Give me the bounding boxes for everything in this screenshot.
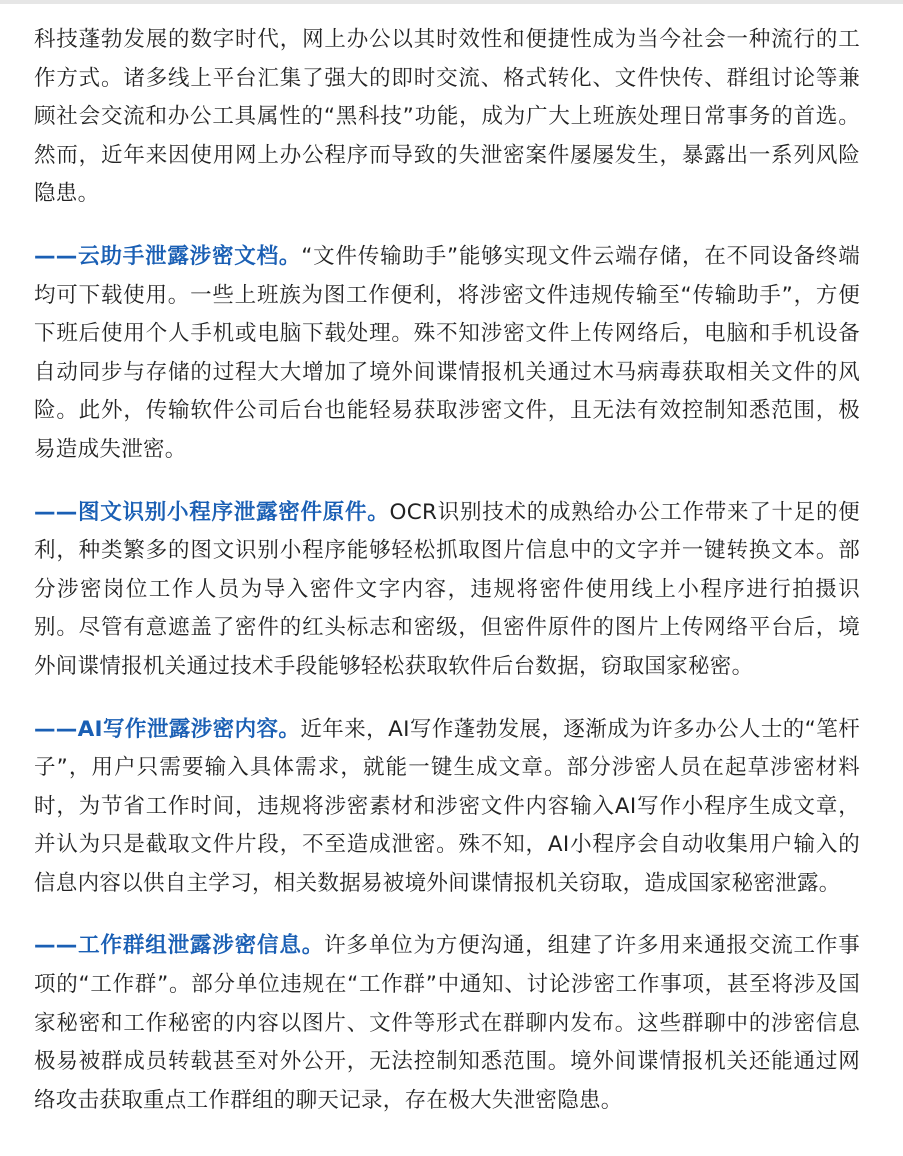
section-body-ocr: OCR识别技术的成熟给办公工作带来了十足的便利，种类繁多的图文识别小程序能够轻松抓取图片信息中的文字并一键转换文本。部分涉密岗位工作人员为导入密件文字内容，违规将密件使用线上小程序进行拍摄识别。尽管有意遮盖了密件的红头标志和密级，但密件原件的图片上传网络平台后，境外间谍情报机关通过技术手段能够轻松获取软件后台数据，窃取国家秘密。	[34, 499, 860, 679]
top-divider	[0, 0, 903, 4]
section-body-work-group: 许多单位为方便沟通，组建了许多用来通报交流工作事项的“工作群”。部分单位违规在“工作群”中通知、讨论涉密工作事项，甚至将涉及国家秘密和工作秘密的内容以图片、文件等形式在群聊内发布。这些群聊中的涉密信息极易被群成员转载甚至对外公开，无法控制知悉范围。境外间谍情报机关还能通过网络攻击获取重点工作群组的聊天记录，存在极大失泄密隐患。	[34, 933, 861, 1113]
intro-paragraph: 科技蓬勃发展的数字时代，网上办公以其时效性和便捷性成为当今社会一种流行的工作方式。诸多线上平台汇集了强大的即时交流、格式转化、文件快传、群组讨论等兼顾社会交流和办公工具属性的“黑科技”功能，成为广大上班族处理日常事务的首选。然而，近年来因使用网上办公程序而导致的失泄密案件屡屡发生，暴露出一系列风险隐患。	[34, 27, 860, 207]
section-paragraph-work-group	[34, 927, 860, 1120]
article-body	[34, 21, 860, 1144]
section-body-ai-writing: 近年来，AI写作蓬勃发展，逐渐成为许多办公人士的“笔杆子”，用户只需要输入具体需求，就能一键生成文章。部分涉密人员在起草涉密材料时，为节省工作时间，违规将涉密素材和涉密文件内容输入AI写作小程序生成文章，并认为只是截取文件片段，不至造成泄密。殊不知，AI小程序会自动收集用户输入的信息内容以供自主学习，相关数据易被境外间谍情报机关窃取，造成国家秘密泄露。	[34, 716, 860, 896]
section-heading-cloud-assistant: ——云助手泄露涉密文档。	[34, 243, 302, 269]
section-paragraph-ai-writing	[34, 711, 860, 904]
section-heading-ai-writing: ——AI写作泄露涉密内容。	[34, 716, 301, 742]
section-body-cloud-assistant: “文件传输助手”能够实现文件云端存储，在不同设备终端均可下载使用。一些上班族为图工作便利，将涉密文件违规传输至“传输助手”，方便下班后使用个人手机或电脑下载处理。殊不知涉密文件上传网络后，电脑和手机设备自动同步与存储的过程大大增加了境外间谍情报机关通过木马病毒获取相关文件的风险。此外，传输软件公司后台也能轻易获取涉密文件，且无法有效控制知悉范围，极易造成失泄密。	[34, 243, 860, 462]
section-paragraph-cloud-assistant	[34, 238, 860, 470]
section-heading-work-group: ——工作群组泄露涉密信息。	[34, 933, 325, 959]
section-paragraph-ocr	[34, 494, 860, 687]
section-heading-ocr: ——图文识别小程序泄露密件原件。	[34, 499, 390, 525]
